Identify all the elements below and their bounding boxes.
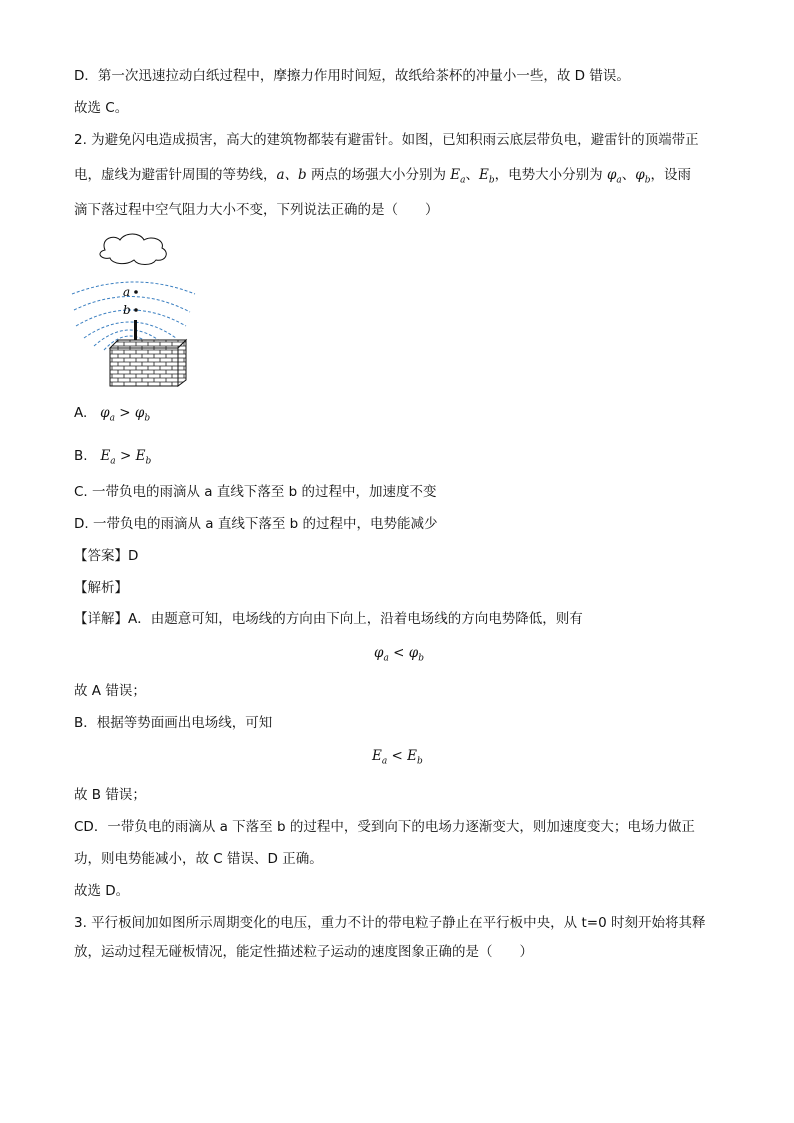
text-line: 故 B 错误； [74,787,146,803]
label-a: a [123,285,131,299]
points-ab: a、b [276,167,307,183]
text: ，设雨 [650,167,691,183]
option-b: B. $E_a > E_b$ [74,448,152,467]
lightning-rod-figure [70,230,200,390]
option-c: C. 一带负电的雨滴从 a 直线下落至 b 的过程中，加速度不变 [74,484,437,500]
text-line: CD．一带负电的雨滴从 a 下落至 b 的过程中，受到向下的电场力逐渐变大，则加速度变大；电场力做正 [74,819,695,835]
question-2-line-2 [74,165,691,191]
cloud-icon [100,234,166,265]
question-2-line-1: 2. 为避免闪电造成损害，高大的建筑物都装有避雷针。如图，已知积雨云底层带负电，避雷针的顶端带正 [74,132,699,148]
equation-field: $E_a < E_b$ [372,748,423,767]
point-b [134,308,138,312]
equation-potential: $\varphi_a < \varphi_b$ [374,645,424,664]
label-b: b [123,303,131,317]
analysis-heading: 【解析】 [74,580,128,596]
text: ，电势大小分别为 [494,167,603,183]
text-line: 故 A 错误； [74,683,146,699]
answer-line: 【答案】D [74,548,139,564]
text-line: D．第一次迅速拉动白纸过程中，摩擦力作用时间短，故纸给茶杯的冲量小一些，故 D 错误。 [74,68,630,84]
detail-line: 【详解】A．由题意可知，电场线的方向由下向上，沿着电场线的方向电势降低，则有 [74,611,583,627]
field-symbols: $E_a$、$E_b$ [450,167,495,186]
text-line: 故选 D。 [74,883,130,899]
question-3-line-2: 放，运动过程无碰板情况，能定性描述粒子运动的速度图象正确的是（ ） [74,944,533,960]
building-icon [110,340,186,386]
lightning-rod [134,320,137,340]
text-line: 功，则电势能减小，故 C 错误、D 正确。 [74,851,323,867]
text-line: 故选 C。 [74,100,129,116]
option-d: D. 一带负电的雨滴从 a 直线下落至 b 的过程中，电势能减少 [74,516,438,532]
option-a: A. $\varphi_a > \varphi_b$ [74,405,151,424]
question-2-line-3: 滴下落过程中空气阻力大小不变，下列说法正确的是（ ） [74,202,439,218]
potential-symbols: $\varphi_a$、$\varphi_b$ [606,167,651,186]
text: 两点的场强大小分别为 [306,167,446,183]
question-3-line-1: 3. 平行板间加如图所示周期变化的电压，重力不计的带电粒子静止在平行板中央，从 t=0 时刻开始将其释 [74,915,706,931]
text-line: B．根据等势面画出电场线，可知 [74,715,273,731]
text: 电，虚线为避雷针周围的等势线， [74,167,277,183]
point-a [134,290,138,294]
